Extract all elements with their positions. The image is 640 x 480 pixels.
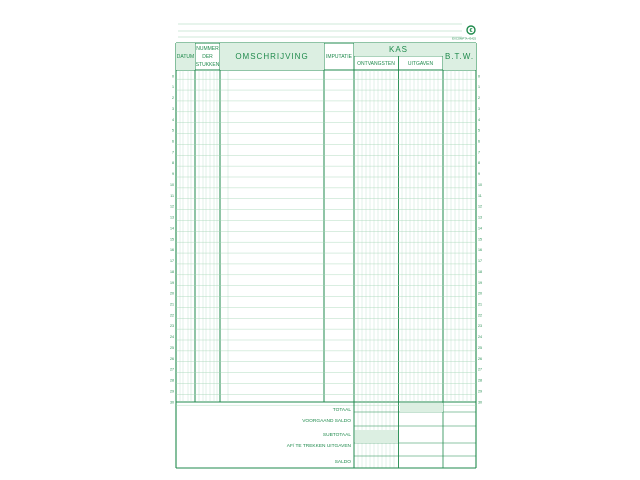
row-number: 10 [170, 182, 174, 187]
header-uitgaven: UITGAVEN [407, 61, 434, 67]
row-number: 7 [478, 150, 480, 155]
row-number: 13 [478, 215, 482, 220]
row-number: 14 [478, 226, 482, 231]
row-number: 21 [170, 302, 174, 307]
row-number: 1 [478, 85, 480, 90]
row-number: 30 [478, 400, 482, 405]
row-number: 9 [478, 172, 480, 177]
row-number: 10 [478, 182, 482, 187]
header-omschrijving: OMSCHRIJVING [235, 52, 309, 61]
row-number: 28 [478, 378, 482, 383]
row-number: 4 [172, 117, 174, 122]
row-number: 22 [170, 313, 174, 318]
footer-af-te-trekken: AF/ TE TREKKEN UITGAVEN [286, 444, 351, 449]
row-number: 26 [478, 356, 482, 361]
svg-text:€: € [469, 28, 473, 34]
row-number: 24 [478, 335, 482, 340]
row-number: 4 [478, 117, 480, 122]
row-number: 6 [478, 139, 480, 144]
row-number: 12 [170, 204, 174, 209]
row-number: 25 [478, 345, 482, 350]
row-number: 9 [172, 172, 174, 177]
header-btw: B.T.W. [444, 52, 475, 61]
row-number: 11 [478, 193, 482, 198]
footer-shading [355, 403, 443, 443]
row-number: 3 [478, 106, 480, 111]
row-number: 5 [478, 128, 480, 133]
row-number: 0 [172, 74, 174, 79]
row-number: 7 [172, 150, 174, 155]
footer-voorgaand-saldo: VOORGAAND SALDO [302, 419, 351, 424]
row-number: 23 [478, 324, 482, 329]
row-number: 28 [170, 378, 174, 383]
row-number: 27 [478, 367, 482, 372]
header-kas: KAS [388, 45, 409, 54]
row-number: 21 [478, 302, 482, 307]
euro-circle-icon [467, 26, 475, 34]
row-number: 16 [170, 248, 174, 253]
row-number: 17 [478, 259, 482, 264]
header-nummer-line-2: DER [202, 54, 213, 60]
row-numbers [170, 74, 482, 404]
row-number: 29 [170, 389, 174, 394]
footer-totaal: TOTAAL [332, 408, 351, 413]
row-number: 8 [172, 161, 174, 166]
footer-subtotaal: SUBTOTAAL [322, 433, 351, 438]
row-number: 17 [170, 259, 174, 264]
row-number: 11 [170, 193, 174, 198]
product-code: EXCOMPTA 43425 [452, 36, 476, 41]
row-number: 16 [478, 248, 482, 253]
header-ontvangsten: ONTVANGSTEN [357, 61, 395, 67]
row-number: 26 [170, 356, 174, 361]
row-number: 15 [170, 237, 174, 242]
row-number: 19 [170, 280, 174, 285]
row-number: 12 [478, 204, 482, 209]
row-number: 22 [478, 313, 482, 318]
row-number: 19 [478, 280, 482, 285]
top-blank-lines [178, 24, 462, 37]
footer-saldo: SALDO [334, 460, 351, 465]
row-number: 25 [170, 345, 174, 350]
row-number: 18 [478, 269, 482, 274]
row-number: 15 [478, 237, 482, 242]
row-number: 1 [172, 85, 174, 90]
row-number: 0 [478, 74, 480, 79]
row-number: 3 [172, 106, 174, 111]
row-number: 5 [172, 128, 174, 133]
row-number: 20 [170, 291, 174, 296]
row-number: 8 [478, 161, 480, 166]
header-imputatie: IMPUTATIE [326, 54, 352, 60]
row-number: 27 [170, 367, 174, 372]
row-number: 2 [478, 96, 480, 101]
row-number: 20 [478, 291, 482, 296]
row-number: 6 [172, 139, 174, 144]
header-nummer-line-1: NUMMER [196, 46, 219, 52]
row-number: 2 [172, 96, 174, 101]
header-nummer-line-3: STUKKEN [195, 62, 220, 68]
row-number: 14 [170, 226, 174, 231]
header-datum: DATUM [176, 54, 195, 60]
row-number: 18 [170, 269, 174, 274]
row-number: 13 [170, 215, 174, 220]
row-number: 29 [478, 389, 482, 394]
row-number: 24 [170, 335, 174, 340]
row-number: 23 [170, 324, 174, 329]
row-number: 30 [170, 400, 174, 405]
